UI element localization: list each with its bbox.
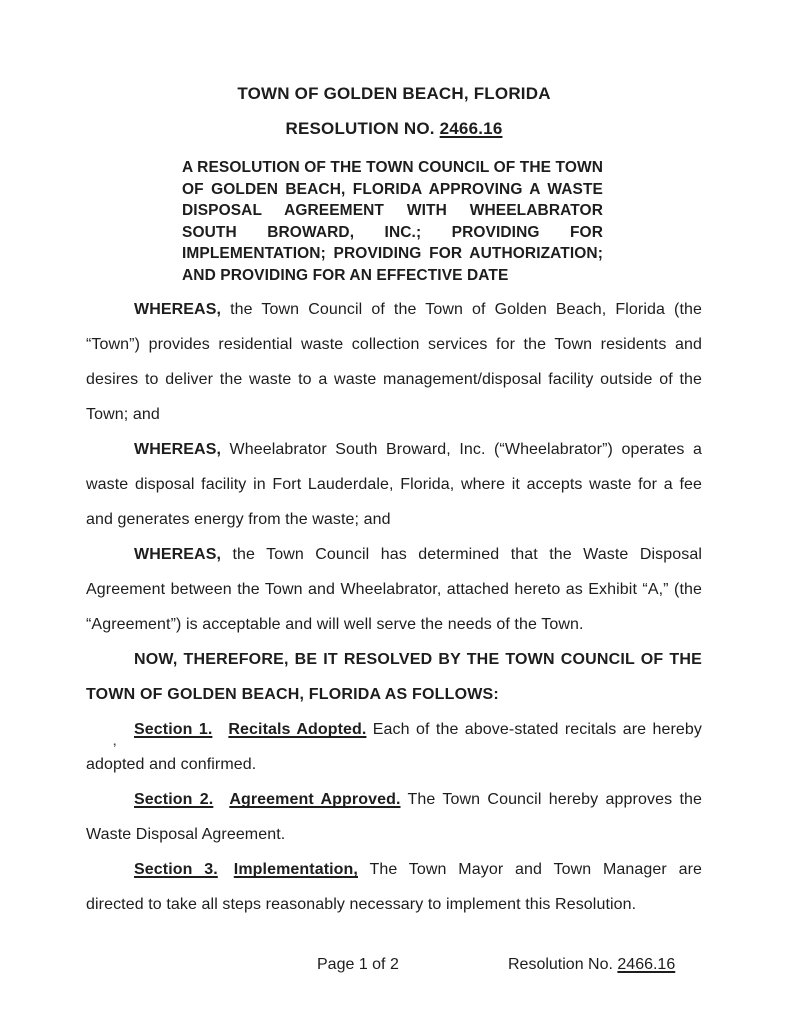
section-3-heading: Implementation, [233,861,358,878]
resolution-number-label: RESOLUTION NO. [285,119,440,138]
whereas-text-1: the Town Council of the Town of Golden Beach, Florida (the “Town”) provides residential waste collection services for the Town residents and desires to deliver the waste to a waste management/disposal facility outside of the Town; and [86,301,702,423]
footer-resolution-label: Resolution No. [508,956,618,973]
whereas-lead-3: WHEREAS, [134,546,222,563]
whereas-paragraph-2 [86,432,702,537]
resolved-clause: NOW, THEREFORE, BE IT RESOLVED BY THE TOWN COUNCIL OF THE TOWN OF GOLDEN BEACH, FLORIDA AS FOLLOWS: [86,651,702,703]
whereas-text-2: Wheelabrator South Broward, Inc. (“Wheelabrator”) operates a waste disposal facility in Fort Lauderdale, Florida, where it accepts waste for a fee and generates energy from the waste; and [86,441,702,528]
section-1-heading: Recitals Adopted. [228,721,367,738]
resolution-subtitle: A RESOLUTION OF THE TOWN COUNCIL OF THE TOWN OF GOLDEN BEACH, FLORIDA APPROVING A WASTE DISPOSAL AGREEMENT WITH WHEELABRATOR SOUTH BROWARD, INC.; PROVIDING FOR IMPLEMENTATION; PROVIDING FOR AUTHORIZATION; AND PROVIDING FOR AN EFFECTIVE DATE [182,159,603,284]
section-3-text: The Town Mayor and Town Manager are directed to take all steps reasonably necessary to implement this Resolution. [86,861,703,913]
section-2-number: Section 2. [134,791,214,808]
section-2-heading: Agreement Approved. [229,791,401,808]
section-1-paragraph [86,712,702,782]
section-1-text: Each of the above-stated recitals are hereby adopted and confirmed. [86,721,702,773]
section-2-text: The Town Council hereby approves the Waste Disposal Agreement. [86,791,703,843]
whereas-paragraph-1 [86,292,702,432]
whereas-lead-2: WHEREAS, [134,441,222,458]
whereas-lead-1: WHEREAS, [134,301,222,318]
footer-resolution-number [508,956,675,974]
whereas-paragraph-3 [86,537,702,642]
section-3-number: Section 3. [134,861,218,878]
footer-resolution-value: 2466.16 [617,956,676,973]
section-1-number: Section 1. [134,721,213,738]
document-content [86,84,702,922]
page-footer [0,956,792,978]
resolution-number-value: 2466.16 [439,119,503,138]
whereas-text-3: the Town Council has determined that the Waste Disposal Agreement between the Town and Wheelabrator, attached hereto as Exhibit “A,” (the “Agreement”) is acceptable and will well serve the needs of the Town. [86,546,702,633]
scan-artifact-mark: ’ [113,741,117,755]
resolution-number-heading [86,119,702,139]
document-body [86,292,702,922]
section-3-paragraph [86,852,702,922]
document-title: TOWN OF GOLDEN BEACH, FLORIDA [237,84,551,103]
page-number: Page 1 of 2 [317,956,399,973]
section-2-paragraph [86,782,702,852]
